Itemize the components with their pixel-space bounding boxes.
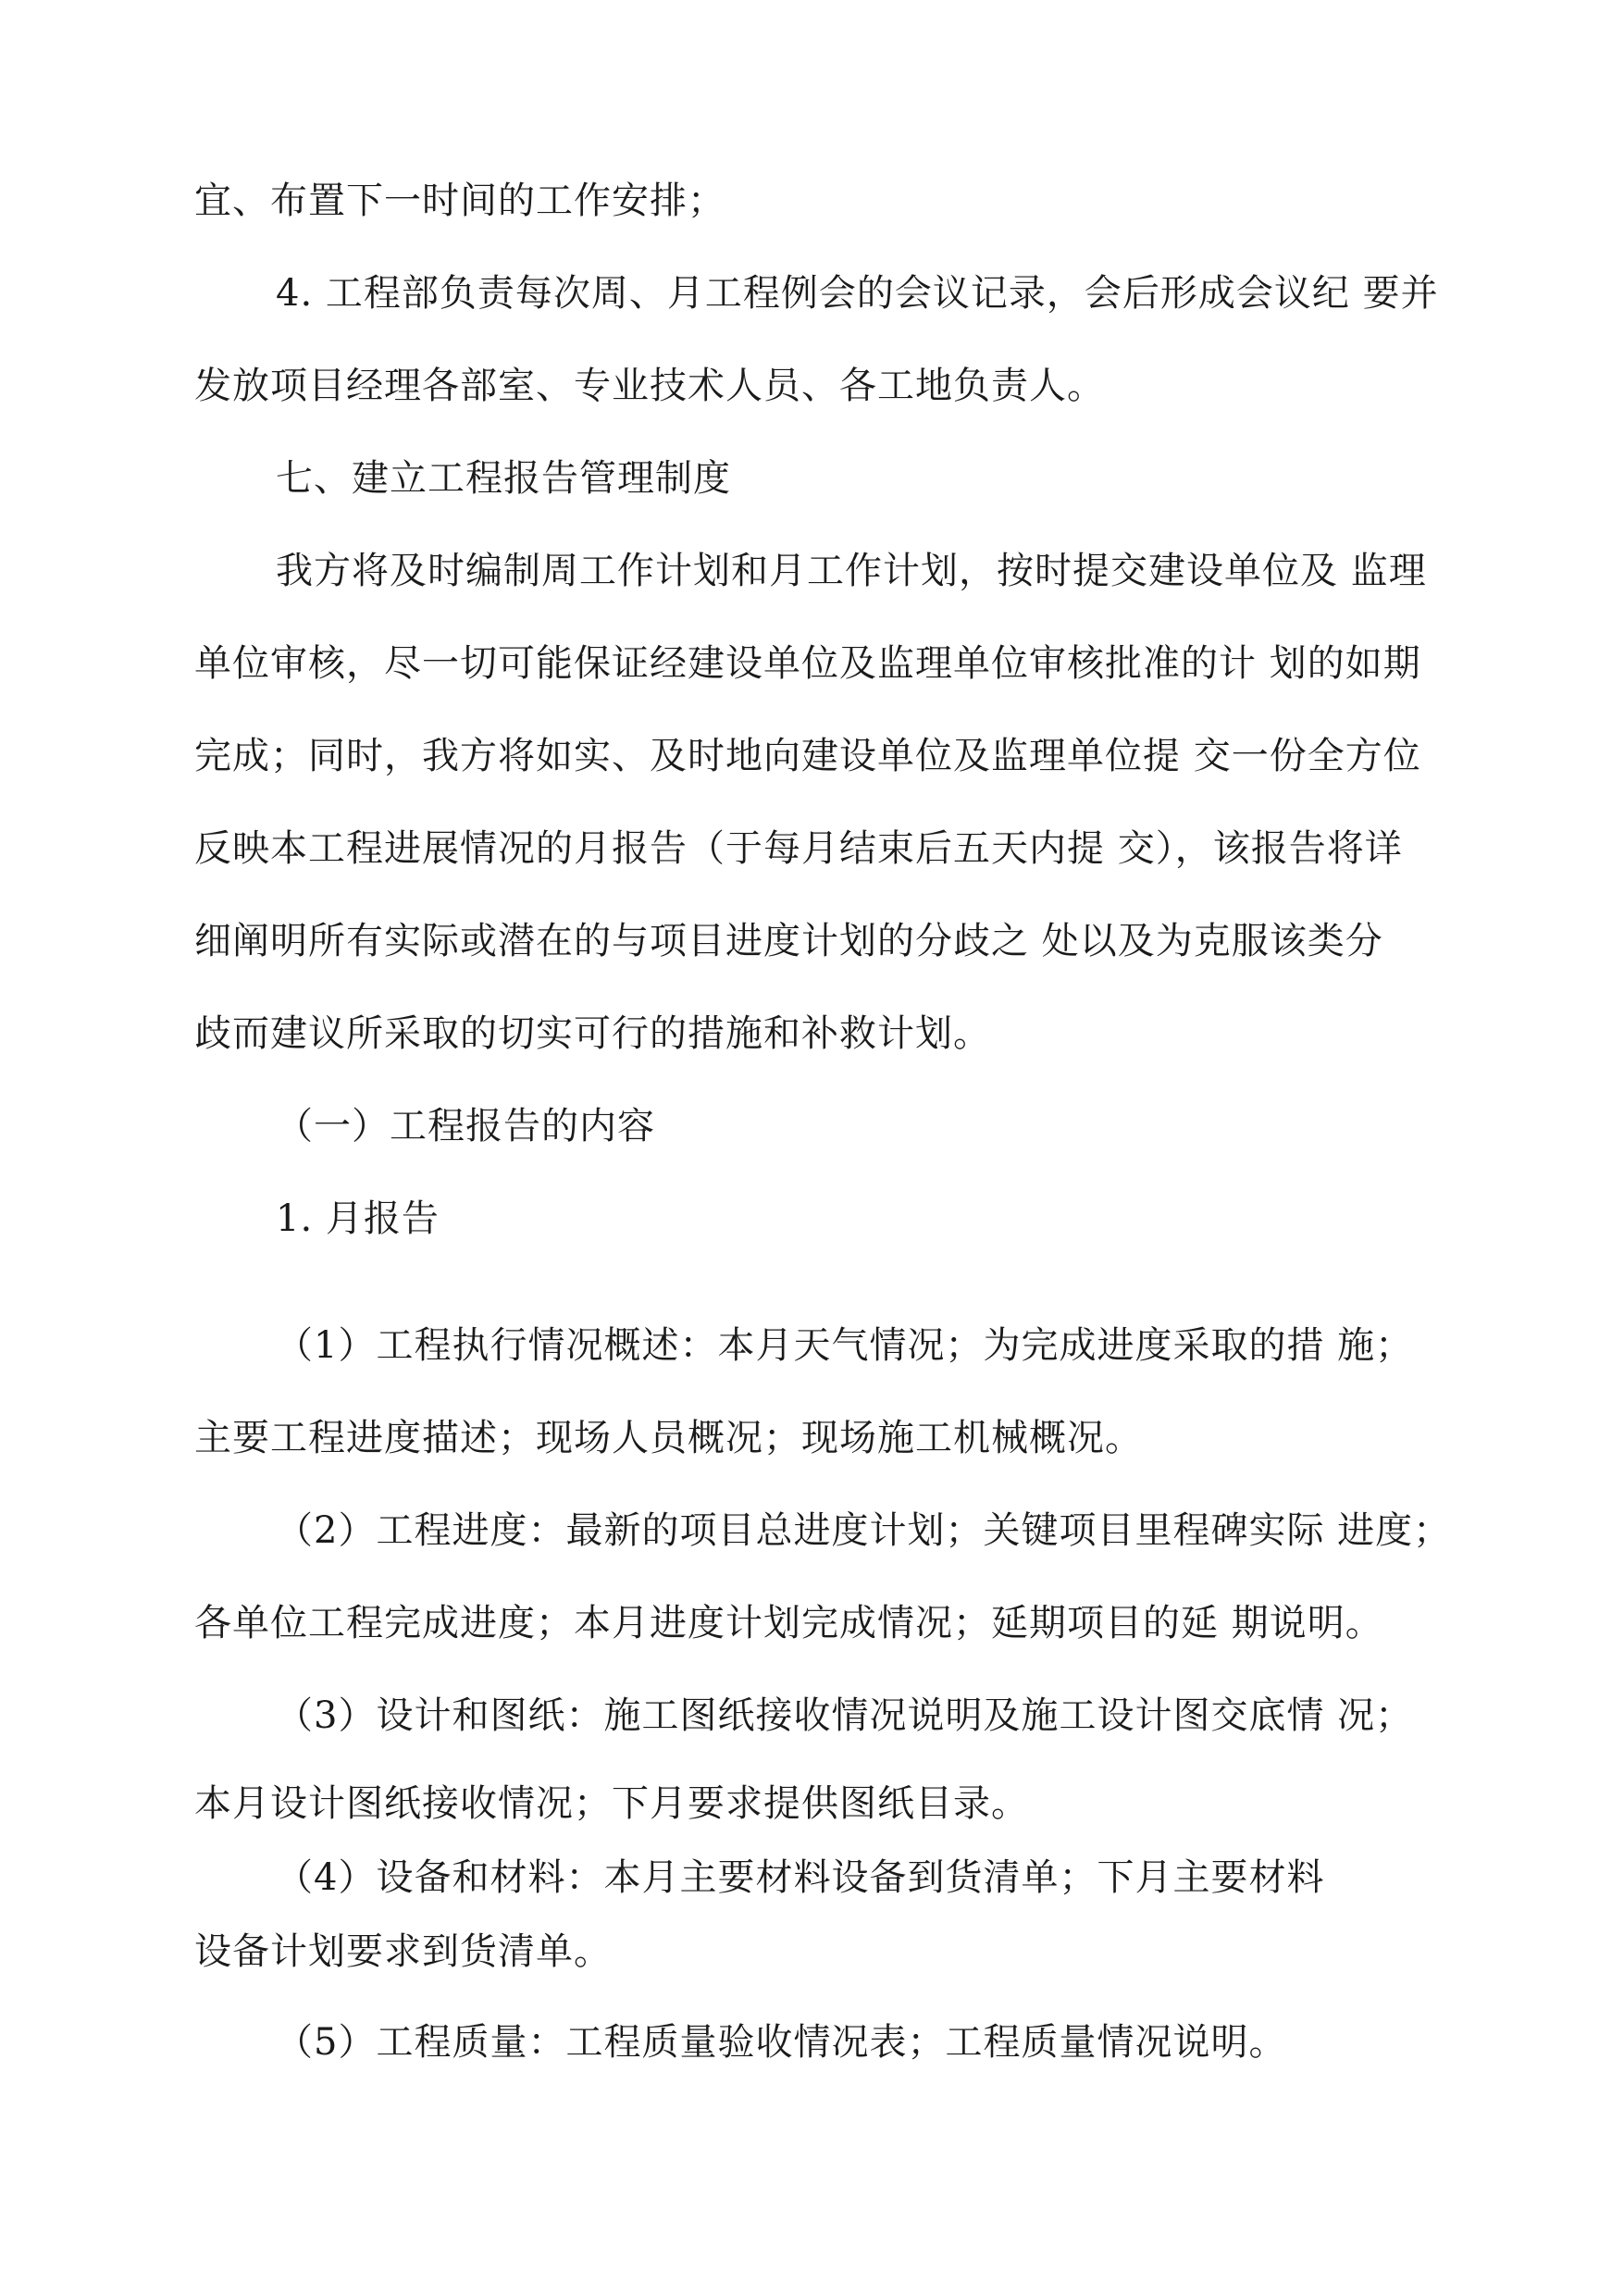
list-heading: 1. 月报告 xyxy=(276,1197,440,1240)
section-heading: 七、建立工程报告管理制度 xyxy=(276,457,731,500)
paragraph-line: 反映本工程进展情况的月报告（于每月结束后五天内提 交），该报告将详 xyxy=(194,827,1403,870)
paragraph-line: 各单位工程完成进度；本月进度计划完成情况；延期项目的延 期说明。 xyxy=(194,1602,1383,1644)
paragraph-line: （5）工程质量：工程质量验收情况表；工程质量情况说明。 xyxy=(276,2021,1287,2064)
paragraph-line: 发放项目经理各部室、专业技术人员、各工地负责人。 xyxy=(194,365,1105,407)
subsection-heading: （一）工程报告的内容 xyxy=(276,1105,655,1148)
paragraph-line: 4. 工程部负责每次周、月工程例会的会议记录，会后形成会议纪 要并 xyxy=(276,272,1439,315)
paragraph-line: （4）设备和材料：本月主要材料设备到货清单；下月主要材料 xyxy=(276,1856,1325,1899)
paragraph-line: （2）工程进度：最新的项目总进度计划；关键项目里程碑实际 进度； xyxy=(276,1509,1452,1552)
paragraph-line: 主要工程进度描述；现场人员概况；现场施工机械概况。 xyxy=(194,1417,1143,1459)
paragraph-line: 我方将及时编制周工作计划和月工作计划，按时提交建设单位及 监理 xyxy=(276,550,1427,592)
paragraph-line: 歧而建议所采取的切实可行的措施和补救计划。 xyxy=(194,1012,991,1055)
paragraph-line: 单位审核，尽一切可能保证经建设单位及监理单位审核批准的计 划的如期 xyxy=(194,642,1421,685)
paragraph-line: （1）工程执行情况概述：本月天气情况；为完成进度采取的措 施； xyxy=(276,1324,1414,1367)
paragraph-line: 本月设计图纸接收情况；下月要求提供图纸目录。 xyxy=(194,1782,1029,1825)
paragraph-line: 设备计划要求到货清单。 xyxy=(194,1930,612,1973)
paragraph-line: 宜、布置下一时间的工作安排； xyxy=(194,180,725,222)
paragraph-line: （3）设计和图纸：施工图纸接收情况说明及施工设计图交底情 况； xyxy=(276,1694,1414,1737)
paragraph-line: 完成；同时，我方将如实、及时地向建设单位及监理单位提 交一份全方位 xyxy=(194,735,1421,777)
paragraph-line: 细阐明所有实际或潜在的与项目进度计划的分歧之 处以及为克服该类分 xyxy=(194,920,1383,962)
